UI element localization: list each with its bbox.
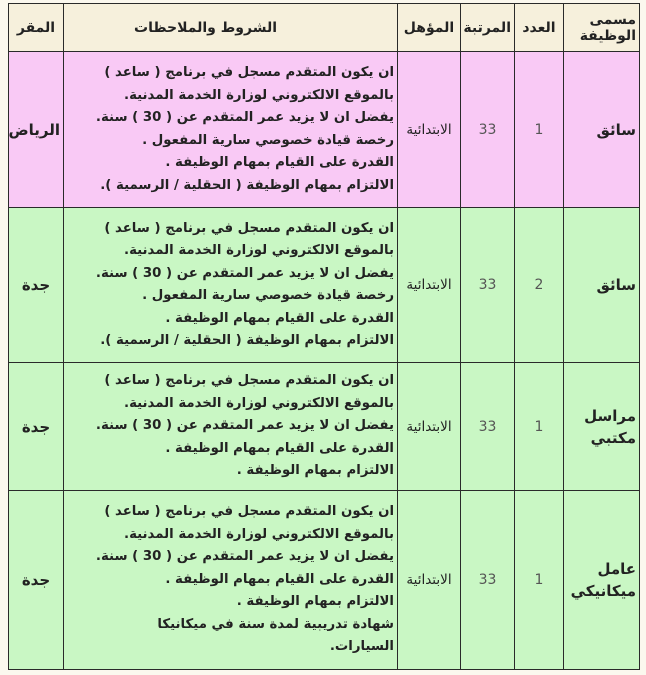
condition-line: بالموقع الالكتروني لوزارة الخدمة المدنية. [124, 243, 394, 258]
header-conditions: الشروط والملاحظات [64, 4, 398, 52]
condition-line: بالموقع الالكتروني لوزارة الخدمة المدنية. [124, 526, 394, 542]
condition-line: الالتزام بمهام الوظيفة . [236, 594, 394, 610]
condition-line: ان يكون المتقدم مسجل في برنامج ( ساعد ) [104, 65, 394, 80]
job-title-cell: سائق [564, 208, 640, 363]
table-row [9, 491, 640, 670]
rank-cell: 33 [461, 52, 515, 208]
condition-line: ان يكون المتقدم مسجل في برنامج ( ساعد ) [104, 504, 394, 520]
count-cell: 1 [515, 363, 564, 491]
jobs-table-wrapper [8, 3, 639, 670]
condition-line: رخصة قيادة خصوصي سارية المفعول . [142, 288, 394, 303]
header-count: العدد [515, 4, 564, 52]
job-title-cell: سائق [564, 52, 640, 208]
location-cell: جدة [9, 491, 64, 670]
condition-line: بالموقع الالكتروني لوزارة الخدمة المدنية. [124, 395, 394, 411]
condition-line: ان يكون المتقدم مسجل في برنامج ( ساعد ) [104, 373, 394, 389]
header-qualification: المؤهل [398, 4, 461, 52]
condition-line: رخصة قيادة خصوصي سارية المفعول . [142, 132, 394, 148]
header-location: المقر [9, 4, 64, 52]
header-row [9, 4, 640, 52]
location-cell: جدة [9, 363, 64, 491]
conditions-cell [64, 363, 398, 491]
count-cell: 1 [515, 52, 564, 208]
location-cell: جدة [9, 208, 64, 363]
condition-line: السيارات. [329, 639, 394, 655]
condition-line: شهادة تدريبية لمدة سنة في ميكانيكا [157, 616, 394, 632]
conditions-cell [64, 491, 398, 670]
condition-line: يفضل ان لا يزيد عمر المتقدم عن ( 30 ) سنة. [95, 549, 394, 565]
condition-line: القدرة على القيام بمهام الوظيفة . [165, 155, 394, 170]
condition-line: يفضل ان لا يزيد عمر المتقدم عن ( 30 ) سنة. [95, 110, 394, 125]
conditions-cell [64, 52, 398, 208]
table-row [9, 363, 640, 491]
qualification-cell: الابتدائية [398, 363, 461, 491]
rank-cell: 33 [461, 491, 515, 670]
condition-line: الالتزام بمهام الوظيفة ( الحقلية / الرسمية ). [100, 333, 394, 348]
qualification-cell: الابتدائية [398, 208, 461, 363]
rank-cell: 33 [461, 363, 515, 491]
table-row [9, 208, 640, 363]
condition-line: بالموقع الالكتروني لوزارة الخدمة المدنية. [124, 87, 394, 103]
qualification-cell: الابتدائية [398, 491, 461, 670]
condition-line: يفضل ان لا يزيد عمر المتقدم عن ( 30 ) سنة. [95, 418, 394, 434]
condition-line: القدرة على القيام بمهام الوظيفة . [165, 571, 394, 587]
location-cell: الرياض [9, 52, 64, 208]
header-rank: المرتبة [461, 4, 515, 52]
condition-line: القدرة على القيام بمهام الوظيفة . [165, 440, 394, 456]
count-cell: 2 [515, 208, 564, 363]
count-cell: 1 [515, 491, 564, 670]
job-title-cell: عامل ميكانيكي [564, 491, 640, 670]
conditions-cell [64, 208, 398, 363]
condition-line: الالتزام بمهام الوظيفة ( الحقلية / الرسمية ). [100, 177, 394, 193]
job-title-cell: مراسل مكتبي [564, 363, 640, 491]
table-row [9, 52, 640, 208]
condition-line: ان يكون المتقدم مسجل في برنامج ( ساعد ) [104, 220, 394, 236]
condition-line: الالتزام بمهام الوظيفة . [236, 463, 394, 479]
qualification-cell: الابتدائية [398, 52, 461, 208]
condition-line: القدرة على القيام بمهام الوظيفة . [165, 310, 394, 326]
condition-line: يفضل ان لا يزيد عمر المتقدم عن ( 30 ) سنة. [95, 265, 394, 281]
rank-cell: 33 [461, 208, 515, 363]
jobs-table [8, 3, 640, 670]
header-job-title: مسمى الوظيفة [564, 4, 640, 52]
